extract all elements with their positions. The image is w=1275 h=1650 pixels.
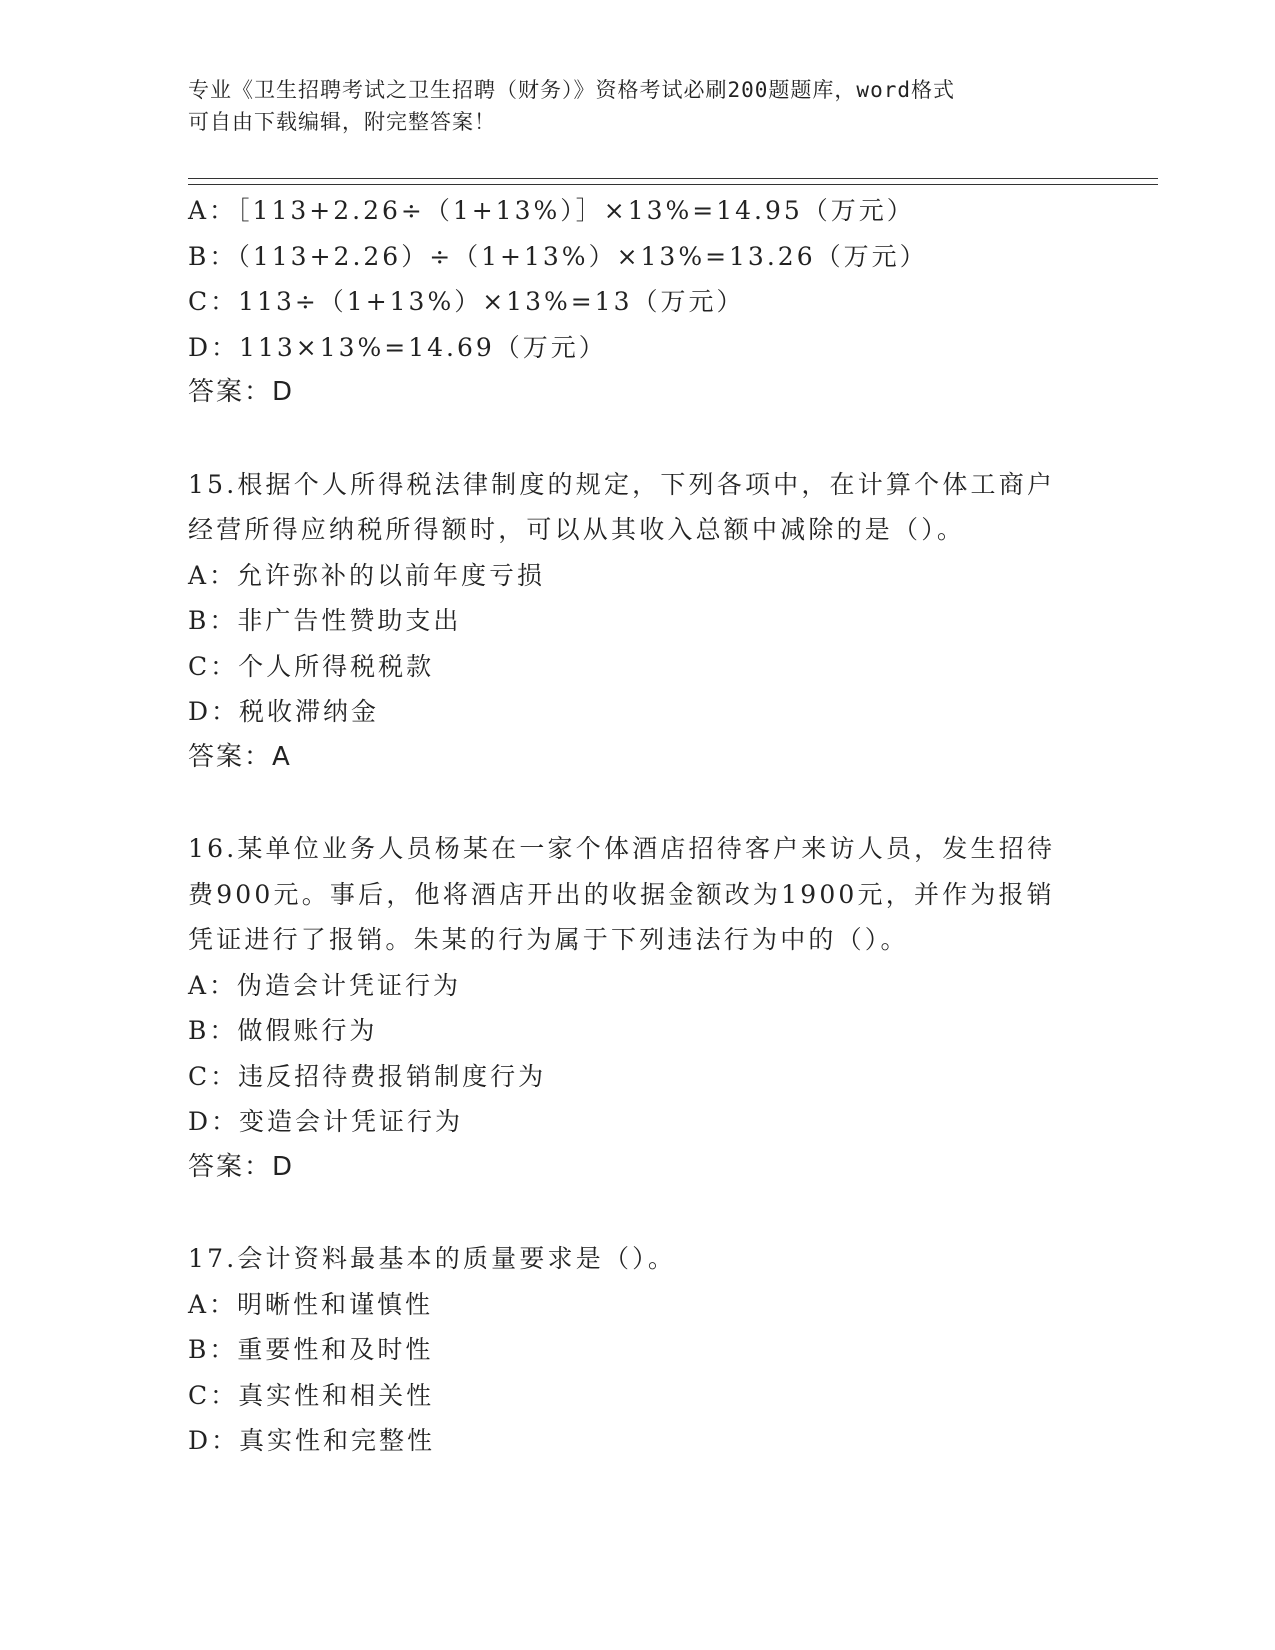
option-d: D：变造会计凭证行为 xyxy=(188,1107,464,1136)
option-a: A：［113+2.26÷（1+13%）］×13%=14.95（万元） xyxy=(188,196,915,225)
spacer xyxy=(188,780,1088,826)
option-a: A：明晰性和谨慎性 xyxy=(188,1289,434,1319)
question-stem-line: 16.某单位业务人员杨某在一家个体酒店招待客户来访人员，发生招待 xyxy=(188,834,1056,863)
question-block-16 xyxy=(188,826,1088,1190)
option-d: D：113×13%=14.69（万元） xyxy=(188,332,607,362)
question-block-15 xyxy=(188,462,1088,781)
answer-label: 答案：A xyxy=(188,741,292,772)
option-a: A：伪造会计凭证行为 xyxy=(188,970,462,1000)
question-stem xyxy=(188,826,1088,963)
option-b: B：（113+2.26）÷（1+13%）×13%=13.26（万元） xyxy=(188,241,928,271)
option-c: C：个人所得税税款 xyxy=(188,651,435,681)
question-block-17 xyxy=(188,1236,1088,1464)
answer-label: 答案：D xyxy=(188,377,295,407)
option-b: B：非广告性赞助支出 xyxy=(188,606,462,635)
option-d: D：税收滞纳金 xyxy=(188,697,380,726)
question-block-previous xyxy=(188,188,1088,416)
question-stem-line: 费900元。事后，他将酒店开出的收据金额改为1900元，并作为报销 xyxy=(188,879,1055,909)
option-c: C：违反招待费报销制度行为 xyxy=(188,1061,547,1091)
question-stem xyxy=(188,462,1088,553)
document-header xyxy=(188,74,1088,138)
question-stem-line: 经营所得应纳税所得额时，可以从其收入总额中减除的是（）。 xyxy=(188,515,966,544)
header-line-2: 可自由下载编辑，附完整答案！ xyxy=(188,110,496,134)
header-rule-bottom xyxy=(188,184,1158,185)
option-c: C：113÷（1+13%）×13%=13（万元） xyxy=(188,287,745,316)
spacer xyxy=(188,1190,1088,1236)
header-rule-top xyxy=(188,178,1158,179)
spacer xyxy=(188,416,1088,462)
document-body xyxy=(188,188,1088,1464)
option-b: B：重要性和及时性 xyxy=(188,1335,434,1364)
question-stem-line: 17.会计资料最基本的质量要求是（）。 xyxy=(188,1244,677,1273)
option-b: B：做假账行为 xyxy=(188,1016,378,1045)
question-stem xyxy=(188,1236,1088,1282)
answer-label: 答案：D xyxy=(188,1151,295,1182)
header-line-1: 专业《卫生招聘考试之卫生招聘（财务）》资格考试必刷200题题库，word格式 xyxy=(188,78,955,102)
question-stem-line: 15.根据个人所得税法律制度的规定，下列各项中，在计算个体工商户 xyxy=(188,469,1056,499)
option-a: A：允许弥补的以前年度亏损 xyxy=(188,560,546,590)
option-d: D：真实性和完整性 xyxy=(188,1426,436,1455)
option-c: C：真实性和相关性 xyxy=(188,1380,435,1410)
question-stem-line: 凭证进行了报销。朱某的行为属于下列违法行为中的（）。 xyxy=(188,925,909,954)
